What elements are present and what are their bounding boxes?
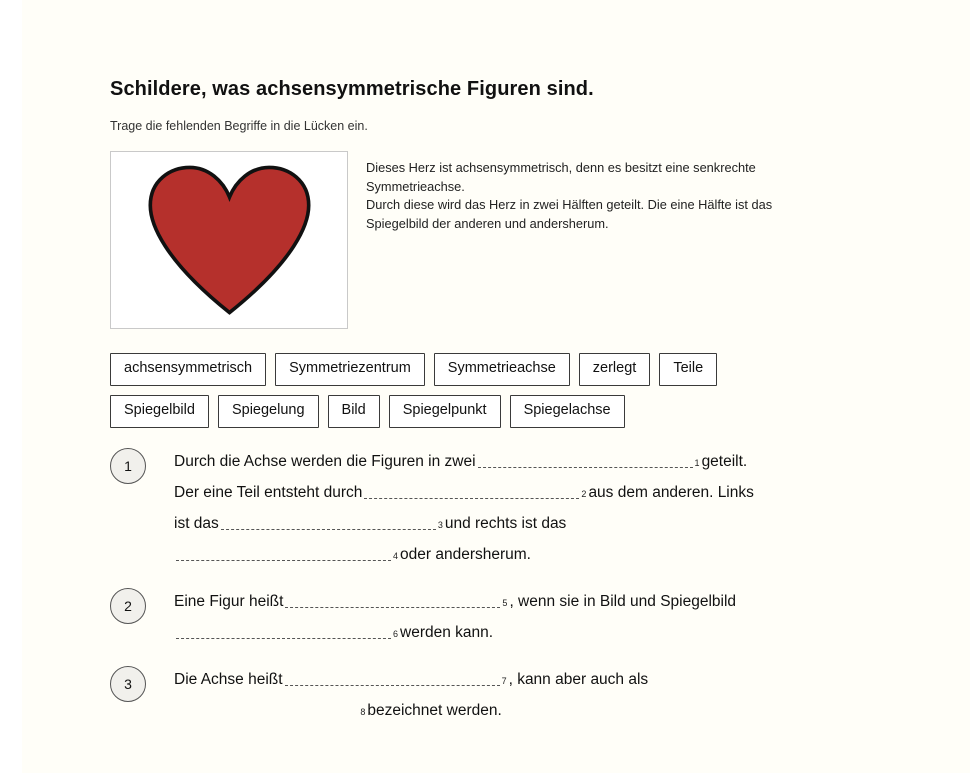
task-line [174, 508, 754, 539]
blank-number: 4 [393, 550, 399, 561]
task-segment: ist das [174, 514, 219, 532]
task-segment: bezeichnet werden. [367, 701, 502, 719]
task-number: 1 [110, 448, 146, 484]
task-text [174, 446, 754, 570]
blank-number: 8 [360, 706, 366, 717]
answer-blank[interactable] [285, 671, 500, 686]
blank-number: 7 [501, 675, 507, 686]
page-subtitle: Trage die fehlenden Begriffe in die Lücken ein. [110, 119, 368, 133]
blank-number: 2 [581, 488, 587, 499]
page-title: Schildere, was achsensymmetrische Figuren sind. [110, 78, 594, 100]
word-chip[interactable]: Bild [328, 395, 380, 428]
word-bank-row-2 [110, 395, 930, 428]
task-segment: und rechts ist das [444, 514, 567, 532]
task-segment: , wenn sie in Bild und Spiegelbild [509, 592, 737, 610]
task-segment: geteilt. [701, 452, 748, 470]
figure-image-box [110, 151, 348, 329]
caption-line-1: Dieses Herz ist achsensymmetrisch, denn es besitzt eine senkrechte [366, 160, 756, 175]
caption-line-3: Durch diese wird das Herz in zwei Hälften geteilt. Die eine Hälfte ist das [366, 197, 773, 213]
worksheet-page [110, 0, 930, 742]
answer-blank[interactable] [285, 593, 500, 608]
task-segment: Der eine Teil entsteht durch [174, 483, 363, 501]
task-text [174, 586, 736, 648]
blank-number: 5 [502, 597, 508, 608]
task-segment: , kann aber auch als [508, 670, 649, 688]
task-segment: werden kann. [400, 623, 494, 641]
page-left-margin [0, 0, 22, 773]
task-line [174, 586, 736, 617]
answer-blank[interactable] [364, 484, 579, 499]
task-item [110, 446, 930, 570]
caption-line-4: Spiegelbild der anderen und andersherum. [366, 215, 609, 231]
blank-number: 6 [393, 628, 399, 639]
task-number: 2 [110, 588, 146, 624]
word-chip[interactable]: Spiegelpunkt [389, 395, 501, 428]
task-line [174, 539, 754, 570]
figure-section [110, 151, 930, 329]
task-segment: aus dem anderen. Links [588, 483, 754, 501]
task-line [174, 664, 648, 695]
word-chip[interactable]: Spiegelung [218, 395, 319, 428]
word-bank [110, 353, 930, 428]
blank-number: 1 [694, 457, 700, 468]
heart-icon [147, 164, 312, 316]
word-chip[interactable]: Symmetriezentrum [275, 353, 425, 386]
word-chip[interactable]: Symmetrieachse [434, 353, 570, 386]
task-item [110, 586, 930, 648]
figure-caption [366, 151, 772, 233]
word-chip[interactable]: zerlegt [579, 353, 651, 386]
answer-blank[interactable] [176, 546, 391, 561]
answer-blank[interactable] [221, 515, 436, 530]
word-chip[interactable]: Spiegelachse [510, 395, 625, 428]
task-text [174, 664, 648, 726]
task-segment: Die Achse heißt [174, 670, 283, 688]
word-chip[interactable]: Spiegelbild [110, 395, 209, 428]
task-line [174, 617, 736, 648]
caption-line-2: Symmetrieachse. [366, 178, 465, 194]
tasks-section [110, 446, 930, 726]
word-chip[interactable]: Teile [659, 353, 717, 386]
task-item [110, 664, 930, 726]
task-segment: Eine Figur heißt [174, 592, 284, 610]
task-segment: Durch die Achse werden die Figuren in zwei [174, 452, 476, 470]
task-line [174, 695, 648, 726]
task-line [174, 477, 754, 508]
task-line [174, 446, 754, 477]
task-number: 3 [110, 666, 146, 702]
answer-blank[interactable] [478, 453, 693, 468]
answer-blank[interactable] [176, 624, 391, 639]
task-segment: oder andersherum. [400, 545, 531, 563]
word-bank-row-1 [110, 353, 930, 386]
blank-number: 3 [437, 519, 443, 530]
word-chip[interactable]: achsensymmetrisch [110, 353, 266, 386]
